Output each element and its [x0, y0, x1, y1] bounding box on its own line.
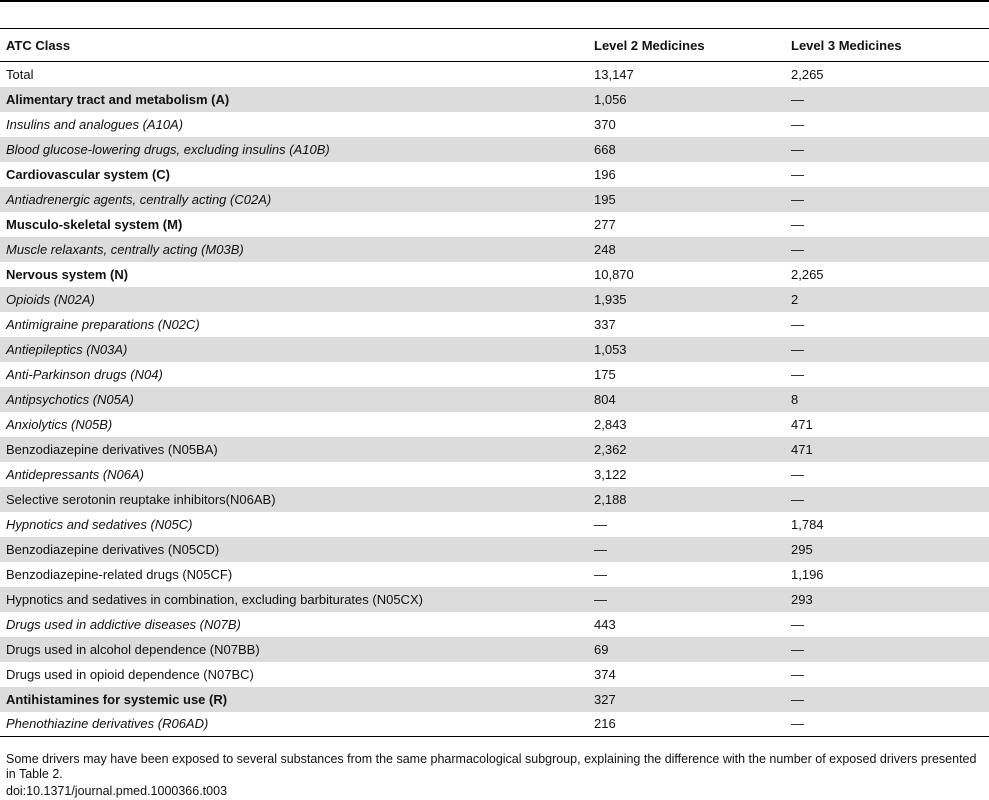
level-2-medicines-cell: 327	[594, 691, 616, 707]
level-3-medicines-cell: —	[791, 91, 804, 107]
atc-class-cell: Benzodiazepine-related drugs (N05CF)	[6, 566, 233, 582]
atc-class-cell: Anxiolytics (N05B)	[6, 416, 113, 432]
level-2-medicines-cell: 2,362	[594, 441, 627, 457]
atc-class-cell: Antiepileptics (N03A)	[6, 341, 128, 357]
atc-class-cell: Alimentary tract and metabolism (A)	[6, 91, 230, 107]
level-3-medicines-cell: —	[791, 466, 804, 482]
level-3-medicines-cell: —	[791, 166, 804, 182]
level-3-medicines-cell: 471	[791, 441, 813, 457]
atc-class-cell: Nervous system (N)	[6, 266, 129, 282]
table-row	[0, 312, 989, 337]
level-2-medicines-cell: 374	[594, 666, 616, 682]
level-2-medicines-cell: 216	[594, 716, 616, 732]
level-3-medicines-cell: 1,784	[791, 516, 824, 532]
level-2-medicines-cell: 668	[594, 141, 616, 157]
atc-class-cell: Antipsychotics (N05A)	[6, 391, 134, 407]
level-3-medicines-cell: —	[791, 341, 804, 357]
table-row	[0, 87, 989, 112]
atc-class-cell: Muscle relaxants, centrally acting (M03B)	[6, 241, 244, 257]
level-3-medicines-cell: —	[791, 216, 804, 232]
table-row	[0, 112, 989, 137]
atc-class-cell: Hypnotics and sedatives in combination, excluding barbiturates (N05CX)	[6, 591, 423, 607]
level-3-medicines-cell: 293	[791, 591, 813, 607]
medicines-table-container	[0, 28, 989, 737]
level-2-medicines-cell: 370	[594, 116, 616, 132]
table-row	[0, 337, 989, 362]
atc-class-cell: Cardiovascular system (C)	[6, 166, 171, 182]
table-row	[0, 662, 989, 687]
level-3-medicines-cell: —	[791, 141, 804, 157]
table-row	[0, 287, 989, 312]
level-3-medicines-cell: 2,265	[791, 266, 824, 282]
level-2-medicines-cell: 69	[594, 641, 609, 657]
level-2-medicines-cell: 195	[594, 191, 616, 207]
level-2-medicines-cell: 175	[594, 366, 616, 382]
table-row	[0, 612, 989, 637]
level-3-medicines-cell: —	[791, 491, 804, 507]
level-2-medicines-cell: 1,056	[594, 91, 627, 107]
level-2-medicines-cell: 248	[594, 241, 616, 257]
table-row	[0, 162, 989, 187]
table-row	[0, 712, 989, 737]
table-row	[0, 262, 989, 287]
atc-class-cell: Selective serotonin reuptake inhibitors(N06AB)	[6, 491, 276, 507]
table-row	[0, 637, 989, 662]
doi-reference: doi:10.1371/journal.pmed.1000366.t003	[6, 784, 228, 798]
level-2-medicines-cell: 443	[594, 616, 616, 632]
atc-class-cell: Antidepressants (N06A)	[6, 466, 145, 482]
level-2-medicines-cell: 3,122	[594, 466, 627, 482]
top-rule	[0, 0, 989, 2]
atc-class-cell: Benzodiazepine derivatives (N05BA)	[6, 441, 218, 457]
level-3-medicines-cell: 2	[791, 291, 799, 307]
table-row	[0, 62, 989, 87]
table-row	[0, 462, 989, 487]
level-3-medicines-cell: 471	[791, 416, 813, 432]
level-2-medicines-cell: —	[594, 516, 607, 532]
atc-class-cell: Drugs used in opioid dependence (N07BC)	[6, 666, 254, 682]
level-3-medicines-cell: —	[791, 191, 804, 207]
level-3-medicines-cell: —	[791, 666, 804, 682]
table-header-row	[0, 29, 989, 62]
atc-class-cell: Opioids (N02A)	[6, 291, 95, 307]
medicines-table	[0, 28, 989, 737]
table-row	[0, 512, 989, 537]
atc-class-cell: Drugs used in addictive diseases (N07B)	[6, 616, 241, 632]
level-3-medicines-cell: —	[791, 641, 804, 657]
table-row	[0, 387, 989, 412]
table-row	[0, 212, 989, 237]
level-2-medicines-cell: 13,147	[594, 66, 634, 82]
table-footnote: Some drivers may have been exposed to several substances from the same pharmacological subgroup, explaining the difference with the number of exposed drivers presented in Table 2.	[6, 752, 977, 781]
atc-class-cell: Antimigraine preparations (N02C)	[6, 316, 200, 332]
table-body	[0, 62, 989, 737]
atc-class-cell: Drugs used in alcohol dependence (N07BB)	[6, 641, 260, 657]
level-2-medicines-cell: —	[594, 566, 607, 582]
level-2-medicines-cell: —	[594, 591, 607, 607]
level-3-medicines-cell: —	[791, 241, 804, 257]
header-level-2-medicines: Level 2 Medicines	[594, 37, 705, 53]
level-2-medicines-cell: 2,843	[594, 416, 627, 432]
level-3-medicines-cell: 8	[791, 391, 799, 407]
level-3-medicines-cell: 295	[791, 541, 813, 557]
table-row	[0, 687, 989, 712]
table-row	[0, 587, 989, 612]
level-2-medicines-cell: 277	[594, 216, 616, 232]
level-3-medicines-cell: —	[791, 716, 804, 732]
table-row	[0, 487, 989, 512]
level-3-medicines-cell: 1,196	[791, 566, 824, 582]
atc-class-cell: Blood glucose-lowering drugs, excluding insulins (A10B)	[6, 141, 330, 157]
level-2-medicines-cell: 1,935	[594, 291, 627, 307]
level-3-medicines-cell: —	[791, 316, 804, 332]
table-row	[0, 537, 989, 562]
table-row	[0, 187, 989, 212]
table-row	[0, 237, 989, 262]
level-2-medicines-cell: 10,870	[594, 266, 634, 282]
header-atc-class: ATC Class	[6, 37, 71, 53]
table-row	[0, 437, 989, 462]
level-3-medicines-cell: 2,265	[791, 66, 824, 82]
level-3-medicines-cell: —	[791, 616, 804, 632]
table-row	[0, 137, 989, 162]
atc-class-cell: Benzodiazepine derivatives (N05CD)	[6, 541, 220, 557]
level-3-medicines-cell: —	[791, 116, 804, 132]
atc-class-cell: Hypnotics and sedatives (N05C)	[6, 516, 193, 532]
table-row	[0, 362, 989, 387]
level-2-medicines-cell: —	[594, 541, 607, 557]
atc-class-cell: Antiadrenergic agents, centrally acting (C02A)	[6, 191, 272, 207]
level-2-medicines-cell: 337	[594, 316, 616, 332]
table-row	[0, 412, 989, 437]
table-row	[0, 562, 989, 587]
atc-class-cell: Insulins and analogues (A10A)	[6, 116, 184, 132]
atc-class-cell: Antihistamines for systemic use (R)	[6, 691, 228, 707]
level-2-medicines-cell: 2,188	[594, 491, 627, 507]
level-2-medicines-cell: 1,053	[594, 341, 627, 357]
level-3-medicines-cell: —	[791, 366, 804, 382]
atc-class-cell: Phenothiazine derivatives (R06AD)	[6, 716, 209, 732]
atc-class-cell: Total	[6, 66, 34, 82]
atc-class-cell: Musculo-skeletal system (M)	[6, 216, 183, 232]
level-3-medicines-cell: —	[791, 691, 804, 707]
atc-class-cell: Anti-Parkinson drugs (N04)	[6, 366, 163, 382]
level-2-medicines-cell: 196	[594, 166, 616, 182]
header-level-3-medicines: Level 3 Medicines	[791, 37, 902, 53]
level-2-medicines-cell: 804	[594, 391, 616, 407]
